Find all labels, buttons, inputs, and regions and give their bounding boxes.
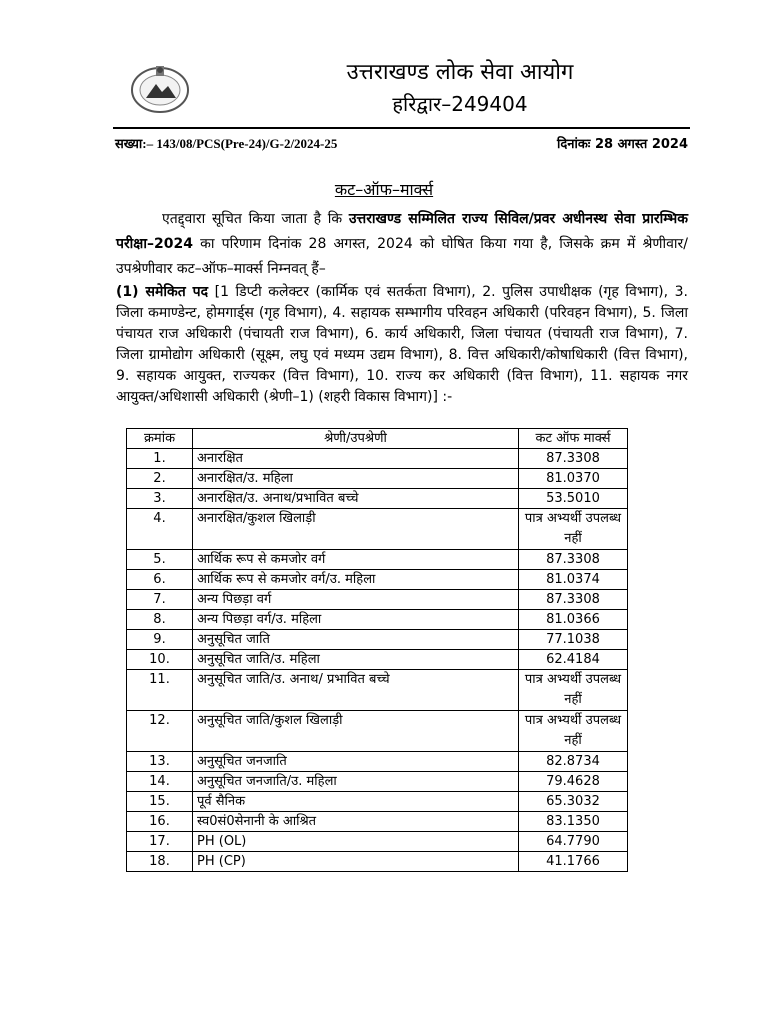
category-cell: अनारक्षित [193, 449, 519, 469]
category-cell: आर्थिक रूप से कमजोर वर्ग/उ. महिला [193, 570, 519, 590]
cutoff-cell: 41.1766 [519, 852, 628, 872]
category-cell: अनुसूचित जनजाति [193, 752, 519, 772]
serial-cell: 5. [127, 550, 193, 570]
category-cell: अन्य पिछड़ा वर्ग [193, 590, 519, 610]
header-serial: क्रमांक [127, 429, 193, 449]
serial-cell: 16. [127, 812, 193, 832]
table-row [127, 772, 628, 792]
serial-cell: 13. [127, 752, 193, 772]
serial-cell: 6. [127, 570, 193, 590]
cutoff-cell: 65.3032 [519, 792, 628, 812]
emblem-icon [128, 62, 192, 114]
posts-label: (1) समेकित पद [116, 284, 209, 300]
table-header-row [127, 429, 628, 449]
header-cutoff: कट ऑफ मार्क्स [519, 429, 628, 449]
cutoff-cell: 81.0366 [519, 610, 628, 630]
serial-cell: 10. [127, 650, 193, 670]
cutoff-cell: 81.0370 [519, 469, 628, 489]
serial-cell: 12. [127, 711, 193, 752]
commission-emblem [128, 62, 192, 114]
serial-cell: 1. [127, 449, 193, 469]
table-row [127, 752, 628, 772]
category-cell: अनारक्षित/कुशल खिलाड़ी [193, 509, 519, 550]
cutoff-cell: 87.3308 [519, 449, 628, 469]
category-cell: अनुसूचित जनजाति/उ. महिला [193, 772, 519, 792]
table-row [127, 489, 628, 509]
serial-cell: 18. [127, 852, 193, 872]
serial-cell: 8. [127, 610, 193, 630]
posts-list: [1 डिप्टी कलेक्टर (कार्मिक एवं सतर्कता विभाग), 2. पुलिस उपाधीक्षक (गृह विभाग), 3. जिला कमाण्डेन्ट, होमगार्ड्स (गृह विभाग), 4. सहायक सम्भागीय परिवहन अधिकारी (परिवहन विभाग), 5. जिला पंचायत राज अधिकारी (पंचायती राज विभाग), 6. कार्य अधिकारी, जिला पंचायत (पंचायती राज विभाग), 7. जिला ग्रामोद्योग अधिकारी (सूक्ष्म, लघु एवं मध्यम उद्यम विभाग), 8. वित्त अधिकारी/कोषाधिकारी (वित्त विभाग), 9. सहायक आयुक्त, राज्यकर (वित्त विभाग), 10. राज्य कर अधिकारी (वित्त विभाग), 11. सहायक नगर आयुक्त/अधिशासी अधिकारी (श्रेणी–1) (शहरी विकास विभाग)] :- [116, 284, 688, 405]
category-cell: स्व0सं0सेनानी के आश्रित [193, 812, 519, 832]
category-cell: PH (OL) [193, 832, 519, 852]
cutoff-cell: पात्र अभ्यर्थी उपलब्ध नहीं [519, 670, 628, 711]
table-row [127, 812, 628, 832]
notice-date: दिनांकः 28 अगस्त 2024 [556, 137, 688, 152]
cutoff-cell: 79.4628 [519, 772, 628, 792]
cutoff-cell: 81.0374 [519, 570, 628, 590]
category-cell: आर्थिक रूप से कमजोर वर्ग [193, 550, 519, 570]
table-row [127, 630, 628, 650]
cutoff-cell: 82.8734 [519, 752, 628, 772]
header-divider [113, 127, 690, 129]
category-cell: अनारक्षित/उ. अनाथ/प्रभावित बच्चे [193, 489, 519, 509]
table-row [127, 509, 628, 550]
cutoff-cell: 87.3308 [519, 590, 628, 610]
table-row [127, 550, 628, 570]
organization-address: हरिद्वार–249404 [392, 92, 528, 116]
organization-name: उत्तराखण्ड लोक सेवा आयोग [346, 60, 574, 85]
intro-text-start: एतद्द्वारा सूचित किया जाता है कि [162, 211, 349, 227]
cutoff-cell: 83.1350 [519, 812, 628, 832]
serial-cell: 3. [127, 489, 193, 509]
table-row [127, 449, 628, 469]
intro-text-end: का परिणाम दिनांक 28 अगस्त, 2024 को घोषित किया गया है, जिसके क्रम में श्रेणीवार/उपश्रेणीवार कट–ऑफ–मार्क्स निम्नवत् हैं– [116, 236, 688, 277]
cutoff-cell: 64.7790 [519, 832, 628, 852]
serial-cell: 2. [127, 469, 193, 489]
table-row [127, 852, 628, 872]
serial-cell: 15. [127, 792, 193, 812]
category-cell: पूर्व सैनिक [193, 792, 519, 812]
table-row [127, 650, 628, 670]
category-cell: अनुसूचित जाति/उ. अनाथ/ प्रभावित बच्चे [193, 670, 519, 711]
category-cell: अनुसूचित जाति [193, 630, 519, 650]
cutoff-cell: पात्र अभ्यर्थी उपलब्ध नहीं [519, 711, 628, 752]
table-row [127, 469, 628, 489]
category-cell: अनुसूचित जाति/कुशल खिलाड़ी [193, 711, 519, 752]
table-row [127, 670, 628, 711]
serial-cell: 11. [127, 670, 193, 711]
table-row [127, 610, 628, 630]
table-row [127, 792, 628, 812]
serial-cell: 14. [127, 772, 193, 792]
category-cell: अन्य पिछड़ा वर्ग/उ. महिला [193, 610, 519, 630]
table-row [127, 832, 628, 852]
category-cell: अनुसूचित जाति/उ. महिला [193, 650, 519, 670]
cutoff-cell: 62.4184 [519, 650, 628, 670]
cutoff-table [126, 428, 628, 872]
serial-cell: 17. [127, 832, 193, 852]
intro-paragraph [116, 207, 688, 282]
cutoff-cell: 87.3308 [519, 550, 628, 570]
cutoff-cell: पात्र अभ्यर्थी उपलब्ध नहीं [519, 509, 628, 550]
cutoff-cell: 77.1038 [519, 630, 628, 650]
exam-name: उत्तराखण्ड सम्मिलित राज्य सिविल/प्रवर अधीनस्थ सेवा प्रारम्भिक परीक्षा–2024 [116, 211, 688, 252]
table-row [127, 570, 628, 590]
notice-heading: कट–ऑफ–मार्क्स [334, 180, 434, 199]
header-category: श्रेणी/उपश्रेणी [193, 429, 519, 449]
reference-number: सख्या:– 143/08/PCS(Pre-24)/G-2/2024-25 [115, 136, 338, 151]
posts-paragraph [116, 282, 688, 408]
cutoff-cell: 53.5010 [519, 489, 628, 509]
category-cell: PH (CP) [193, 852, 519, 872]
serial-cell: 9. [127, 630, 193, 650]
category-cell: अनारक्षित/उ. महिला [193, 469, 519, 489]
table-row [127, 590, 628, 610]
serial-cell: 4. [127, 509, 193, 550]
serial-cell: 7. [127, 590, 193, 610]
table-row [127, 711, 628, 752]
